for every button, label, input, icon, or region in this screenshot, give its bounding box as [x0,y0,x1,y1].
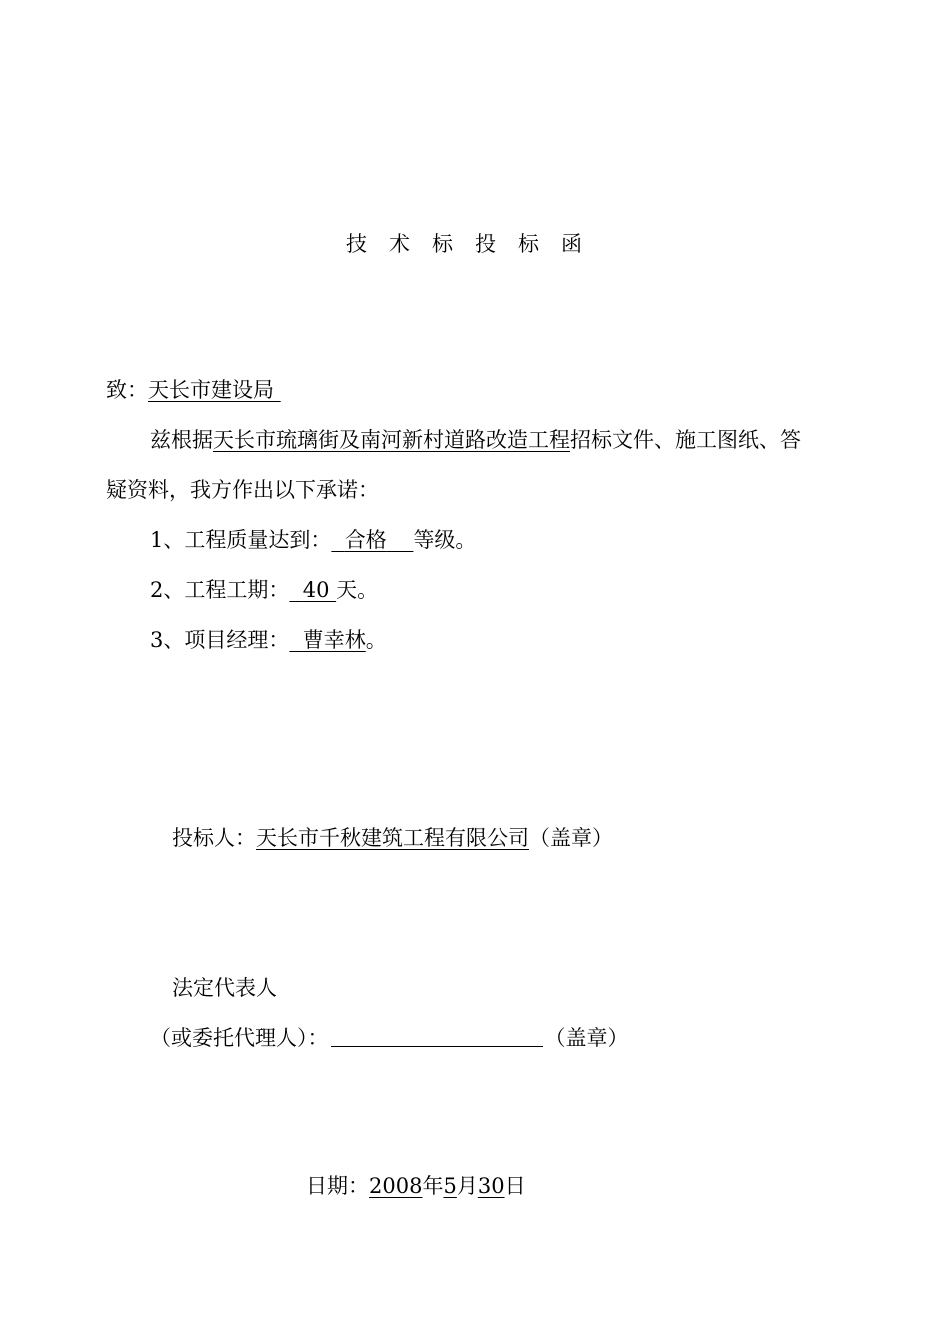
addressee-line [106,376,281,404]
commitment-value: 曹幸林 [302,628,366,652]
representative-seal-note: （盖章） [544,1026,629,1050]
intro-suffix: 招标文件、施工图纸、答 [570,428,801,452]
project-name: 天长市琉璃街及南河新村道路改造工程 [213,428,570,452]
addressee-label: 致： [106,378,148,402]
date-year: 2008 [369,1174,423,1198]
intro-line-1 [150,426,801,454]
commitment-label: 1、工程质量达到： [150,528,332,552]
commitment-duration [150,576,378,604]
addressee-name: 天长市建设局 [148,378,274,402]
commitment-manager [150,626,387,654]
year-unit: 年 [422,1174,444,1198]
date-day: 30 [477,1174,505,1198]
bidder-name: 天长市千秋建筑工程有限公司 [256,826,529,850]
representative-line [150,1024,629,1052]
representative-title: 法定代表人 [172,976,277,1000]
intro-line-2: 疑资料，我方作出以下承诺： [106,478,379,502]
date-label: 日期： [306,1174,369,1198]
commitment-label: 3、项目经理： [150,628,290,652]
date-line [306,1172,526,1200]
month-unit: 月 [456,1174,478,1198]
commitment-value: 合格 [344,528,387,552]
date-month: 5 [443,1174,457,1198]
commitment-suffix: 等级。 [413,528,477,552]
signature-blank [331,1026,543,1047]
commitment-suffix: 天。 [336,578,379,602]
day-unit: 日 [504,1174,526,1198]
document-title: 技术标投标函 [346,232,604,256]
bidder-label: 投标人： [172,826,256,850]
bidder-seal-note: （盖章） [529,826,613,850]
bidder-line [172,824,613,852]
representative-label: （或委托代理人）： [150,1026,329,1050]
commitment-value: 40 [302,578,330,602]
commitment-label: 2、工程工期： [150,578,290,602]
intro-prefix: 兹根据 [150,428,213,452]
commitment-suffix: 。 [365,628,387,652]
commitment-quality [150,526,476,554]
